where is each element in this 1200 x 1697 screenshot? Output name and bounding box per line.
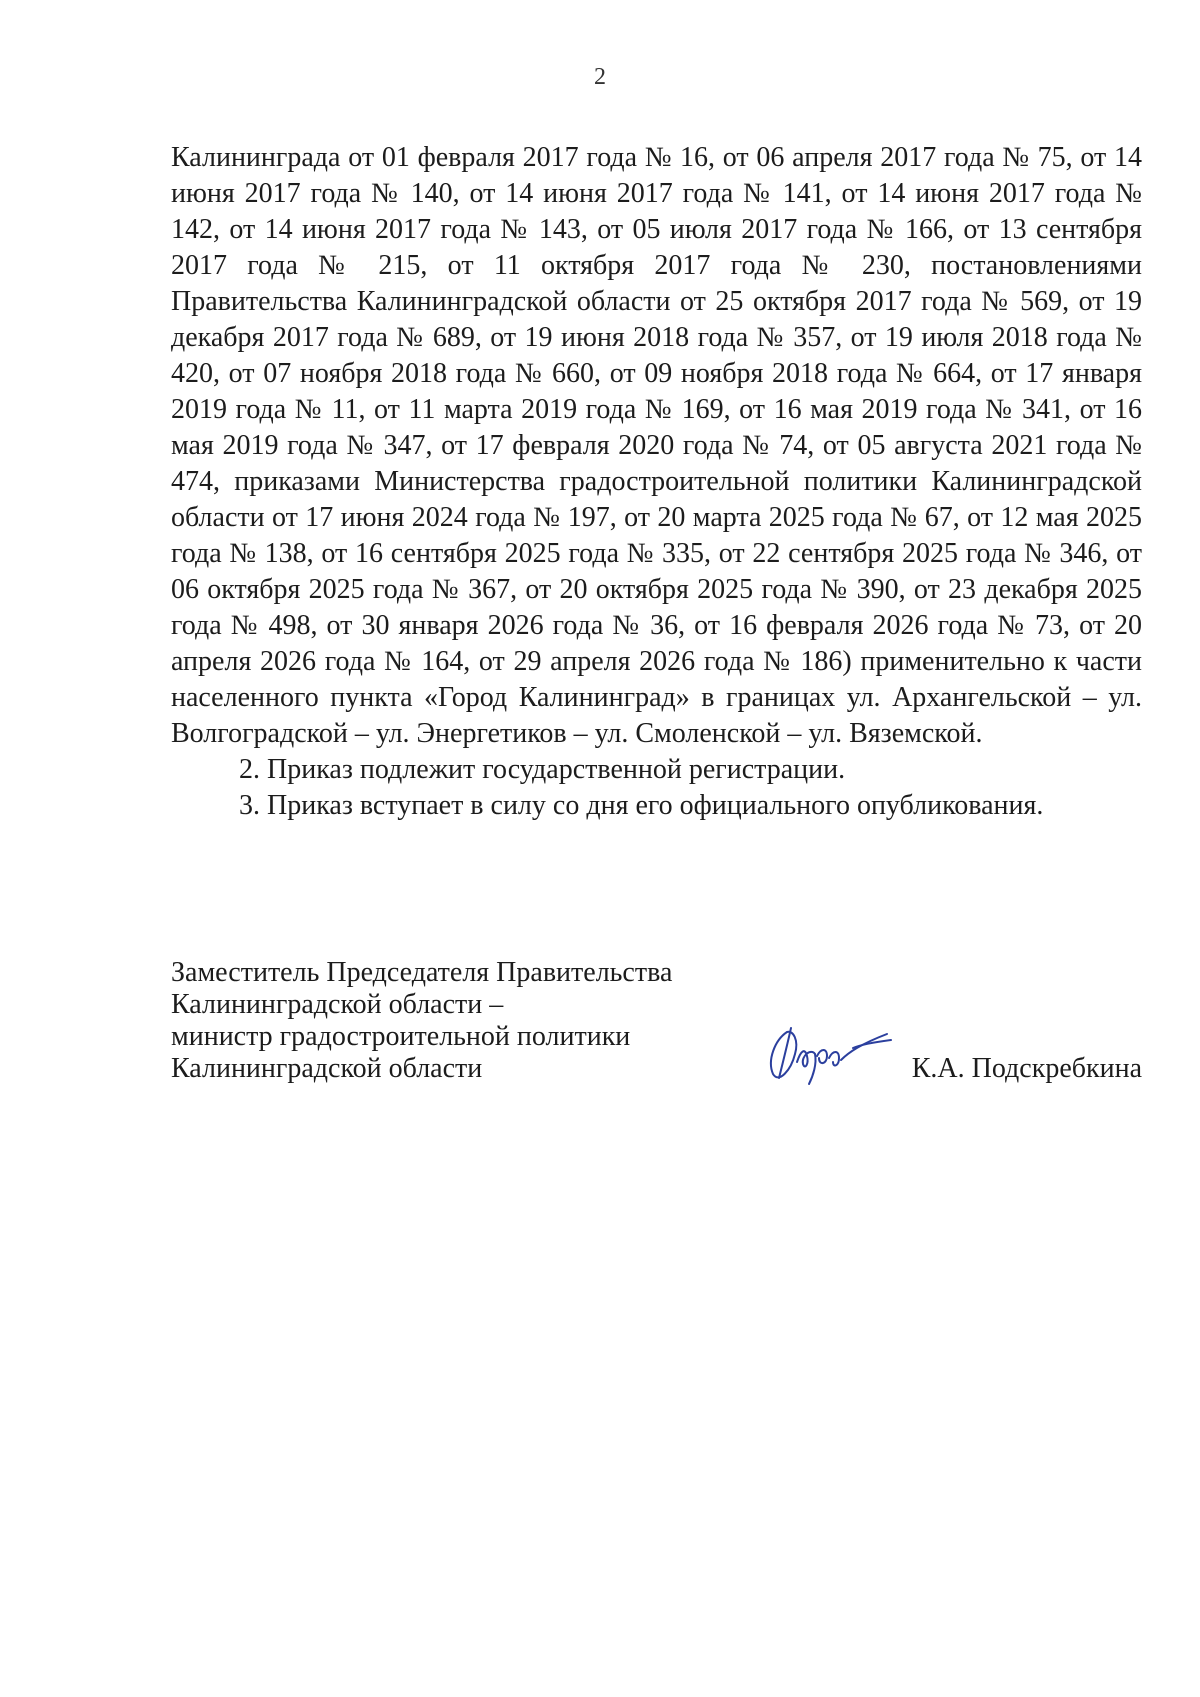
document-body (171, 140, 1142, 824)
signatory-position (171, 957, 731, 1085)
signatory-position-line: министр градостроительной политики (171, 1021, 631, 1052)
signatory-name: К.А. Подскребкина (911, 1053, 1142, 1084)
paragraph-amendments-list: Калининграда от 01 февраля 2017 года № 16, от 06 апреля 2017 года № 75, от 14 июня 2017 года № 140, от 14 июня 2017 года № 141, от 14 июня 2017 года № 142, от 14 июня 2017 года № 143, от 05 июля 2017 года № 166, от 13 сентября 2017 года № 215, от 11 октября 2017 года № 230, постановлениями Правительства Калининградской области от 25 октября 2017 года № 569, от 19 декабря 2017 года № 689, от 19 июня 2018 года № 357, от 19 июля 2018 года № 420, от 07 ноября 2018 года № 660, от 09 ноября 2018 года № 664, от 17 января 2019 года № 11, от 11 марта 2019 года № 169, от 16 мая 2019 года № 341, от 16 мая 2019 года № 347, от 17 февраля 2020 года № 74, от 05 августа 2021 года № 474, приказами Министерства градостроительной политики Калининградской области от 17 июня 2024 года № 197, от 20 марта 2025 года № 67, от 12 мая 2025 года № 138, от 16 сентября 2025 года № 335, от 22 сентября 2025 года № 346, от 06 октября 2025 года № 367, от 20 октября 2025 года № 390, от 23 декабря 2025 года № 498, от 30 января 2026 года № 36, от 16 февраля 2026 года № 73, от 20 апреля 2026 года № 164, от 29 апреля 2026 года № 186) применительно к части населенного пункта «Город Калининград» в границах ул. Архангельской – ул. Волгоградской – ул. Энергетиков – ул. Смоленской – ул. Вяземской. (171, 142, 1142, 749)
signatory-position-line: Калининградской области – (171, 989, 504, 1020)
signature-block (171, 957, 1142, 1107)
signatory-position-line: Заместитель Председателя Правительства (171, 957, 673, 988)
paragraph-effective-clause: 3. Приказ вступает в силу со дня его официального опубликования. (239, 790, 1044, 821)
handwritten-signature-icon (757, 1012, 897, 1092)
page-number: 2 (594, 64, 606, 90)
paragraph-registration-clause: 2. Приказ подлежит государственной регистрации. (239, 754, 846, 785)
signatory-position-line: Калининградской области (171, 1053, 483, 1084)
